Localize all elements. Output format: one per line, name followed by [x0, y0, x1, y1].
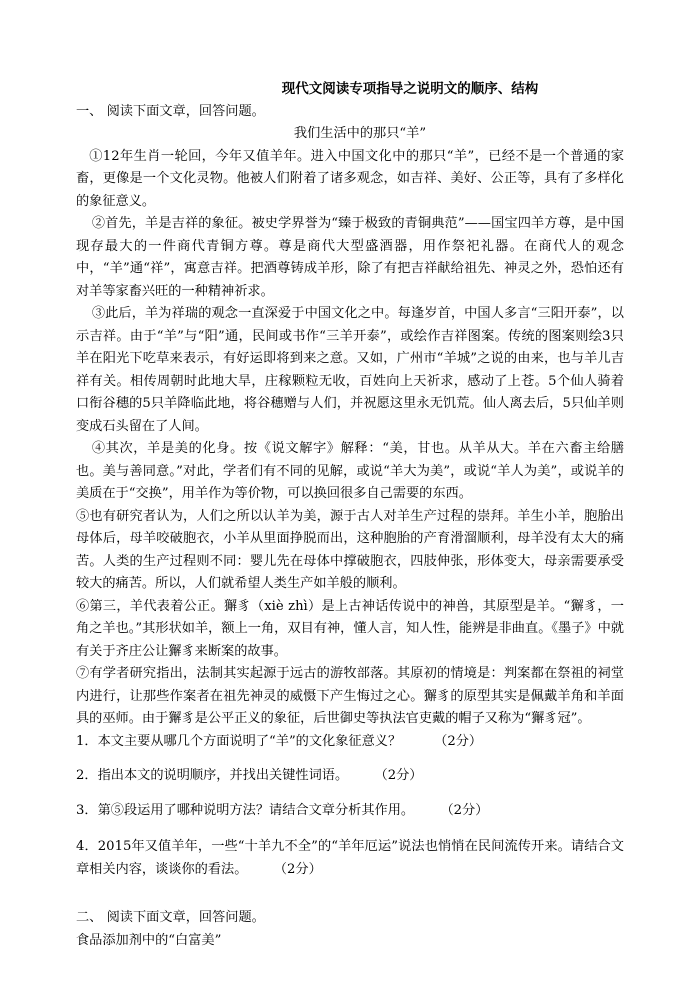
- article-2-title: 食品添加剂中的“白富美”: [76, 932, 222, 948]
- answer-space-2: [76, 788, 624, 800]
- question-1: 1．本文主要从哪几个方面说明了“羊”的文化象征意义？ （2分）: [76, 733, 483, 749]
- question-3: 3．第⑤段运用了哪种说明方法？请结合文章分析其作用。 （2分）: [76, 802, 489, 818]
- answer-space-4: [76, 881, 624, 907]
- answer-space-1: [76, 753, 624, 765]
- question-2: 2．指出本文的说明顺序，并找出关键性词语。 （2分）: [76, 768, 423, 783]
- paragraph-3: ③此后，羊为祥瑞的观念一直深爱于中国文化之中。每逢岁首，中国人多言“三阳开泰”，以示吉祥。由于“羊”与“阳”通，民间或书作“三羊开泰”，或绘作吉祥图案。传统的图案则绘3只羊在阳光下吃草来表示，有好运即将到来之意。又如，广州市“羊城”之说的由来，也与羊儿吉祥有关。相传周朝时此地大旱，庄稼颗粒无收，百姓向上天祈求，感动了上苍。5个仙人骑着口衔谷穗的5只羊降临此地，将谷穗赠与人们，并祝愿这里永无饥荒。仙人离去后，5只仙羊则变成石头留在了人间。: [76, 306, 624, 434]
- paragraph-1: ①12年生肖一轮回，今年又值羊年。进入中国文化中的那只“羊”，已经不是一个普通的家畜，更像是一个文化灵物。他被人们附着了诸多观念，如吉祥、美好、公正等，具有了多样化的象征意义。: [76, 148, 624, 209]
- paragraph-2: ②首先，羊是吉祥的象征。被史学界誉为“臻于极致的青铜典范”——国宝四羊方尊，是中国现存最大的一件商代青铜方尊。尊是商代大型盛酒器，用作祭祀礼器。在商代人的观念中，“羊”通“祥”，寓意吉祥。把酒尊铸成羊形，除了有把吉祥献给祖先、神灵之外，恐怕还有对羊等家畜兴旺的一种精神祈求。: [76, 216, 624, 299]
- section-1-heading: 一、 阅读下面文章，回答问题。: [76, 103, 265, 119]
- question-4: 4．2015年又值羊年，一些“十羊九不全”的“羊年厄运”说法也悄悄在民间流传开来。请结合文章相关内容，谈谈你的看法。 （2分）: [76, 839, 624, 877]
- paragraph-7: ⑦有学者研究指出，法制其实起源于远古的游牧部落。其原初的情境是：判案都在祭祖的祠堂内进行，让那些作案者在祖先神灵的威慑下产生悔过之心。獬豸的原型其实是佩戴羊角和羊面具的巫师。由于獬豸是公平正义的象征，后世御史等执法官吏戴的帽子又称为“獬豸冠”。: [76, 666, 624, 726]
- answer-space-3: [76, 822, 624, 836]
- section-2-heading: 二、 阅读下面文章，回答问题。: [76, 910, 265, 925]
- document-content: [76, 78, 624, 952]
- paragraph-5: ⑤也有研究者认为，人们之所以认羊为美，源于古人对羊生产过程的崇拜。羊生小羊，胞胎出母体后，母羊咬破胞衣，小羊从里面挣脱而出，这种胞胎的产育滑溜顺利，母羊没有太大的痛苦。人类的生产过程则不同：婴儿先在母体中撑破胞衣，四肢伸张，形体变大，母亲需要承受较大的痛苦。所以，人们就希望人类生产如羊般的顺利。: [76, 508, 624, 591]
- paragraph-4: ④其次，羊是美的化身。按《说文解字》解释：“美，甘也。从羊从大。羊在六畜主给膳也。美与善同意。”对此，学者们有不同的见解，或说“羊大为美”，或说“羊人为美”，或说羊的美质在于“交换”，用羊作为等价物，可以换回很多自己需要的东西。: [76, 441, 624, 501]
- paragraph-6: ⑥第三，羊代表着公正。獬豸（xiè zhì）是上古神话传说中的神兽，其原型是羊。“獬豸，一角之羊也。”其形状如羊，额上一角，双目有神，懂人言，知人性，能辨是非曲直。《墨子》中就有关于齐庄公让獬豸来断案的故事。: [76, 598, 624, 659]
- document-title: 现代文阅读专项指导之说明文的顺序、结构: [281, 81, 539, 97]
- article-1-title: 我们生活中的那只“羊”: [293, 126, 427, 141]
